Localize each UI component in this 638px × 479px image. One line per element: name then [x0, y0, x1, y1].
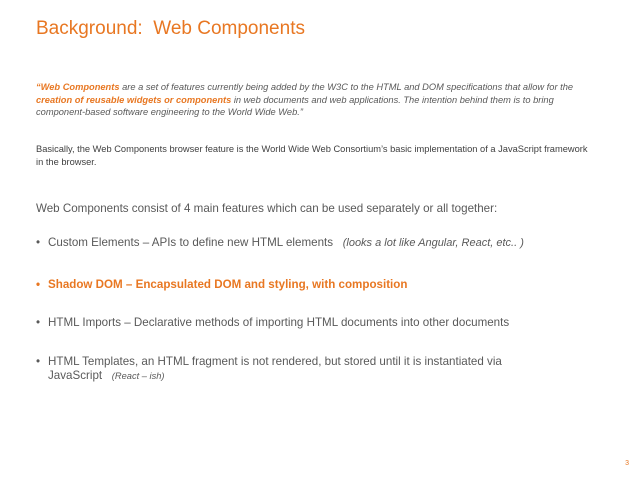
feature-text: HTML Imports – Declarative methods of importing HTML documents into other documents	[48, 316, 510, 329]
features-intro: Web Components consist of 4 main features which can be used separately or all together:	[36, 202, 498, 215]
summary-paragraph: Basically, the Web Components browser feature is the World Wide Web Consortium’s basic implementation of a JavaScript framework in the browser.	[36, 144, 588, 167]
feature-note: (React – ish)	[111, 371, 165, 381]
feature-item-html-templates	[36, 355, 576, 383]
feature-text: HTML Templates, an HTML fragment is not rendered, but stored until it is instantiated via JavaScript	[48, 355, 502, 382]
feature-text: Custom Elements – APIs to define new HTML elements	[48, 236, 334, 249]
quote-text-2: in web documents and web applications. The intention behind them is to bring component-based software engineering to the World Wide Web.”	[36, 94, 554, 118]
bullet-marker: •	[36, 278, 41, 291]
page-number: 3	[625, 460, 629, 467]
slide-title: Background: Web Components	[36, 18, 305, 39]
feature-item-custom-elements	[36, 236, 626, 250]
feature-text: Shadow DOM – Encapsulated DOM and styling, with composition	[48, 278, 408, 291]
feature-item-shadow-dom	[36, 278, 626, 292]
bullet-marker: •	[36, 355, 41, 368]
feature-item-html-imports	[36, 316, 626, 330]
quote-text-1: are a set of features currently being added by the W3C to the HTML and DOM specifications that allow for the	[119, 82, 574, 92]
quote-emphasis: creation of reusable widgets or components	[36, 94, 232, 105]
bullet-marker: •	[36, 236, 41, 249]
quote-term: “Web Components	[36, 82, 120, 92]
bullet-marker: •	[36, 316, 41, 329]
feature-note: (looks a lot like Angular, React, etc.. )	[342, 237, 524, 249]
w3c-definition-quote	[36, 81, 596, 119]
